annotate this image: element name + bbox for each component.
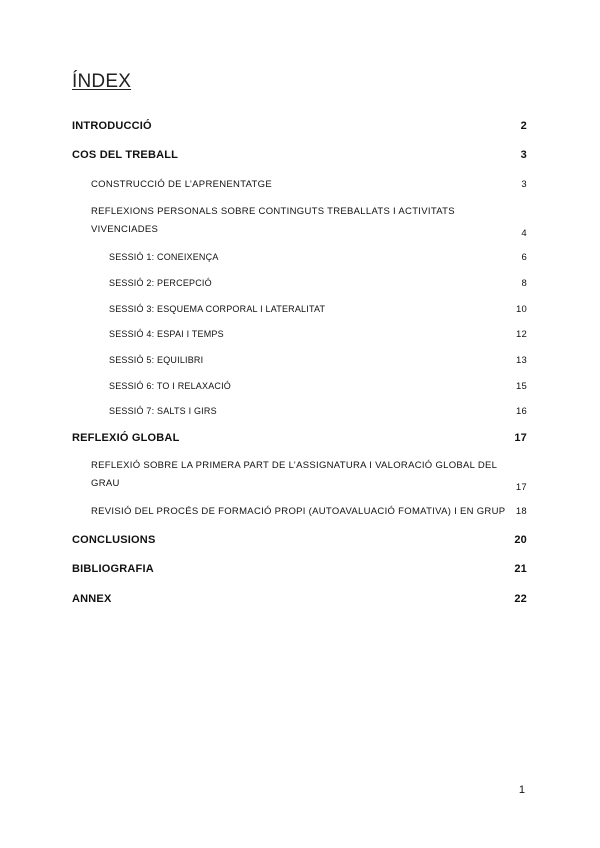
page-number: 1	[518, 784, 525, 796]
toc-entry-bibliografia[interactable]	[72, 563, 527, 575]
toc-entry-page: 2	[520, 120, 527, 132]
toc-entry-label: REFLEXIONS PERSONALS SOBRE CONTINGUTS TREBALLATS I ACTIVITATS VIVENCIADES	[91, 206, 455, 235]
toc-entry-cos-del-treball[interactable]	[72, 149, 527, 161]
toc-entry-label: SESSIÓ 4: ESPAI I TEMPS	[109, 329, 224, 339]
toc-entry-page: 15	[516, 381, 527, 392]
toc-entry-page: 20	[514, 534, 527, 546]
toc-entry-label: ANNEX	[72, 593, 112, 605]
toc-entry-page: 22	[514, 593, 527, 605]
toc-entry-sessio-2[interactable]	[109, 278, 527, 288]
toc-entry-page: 3	[520, 149, 527, 161]
toc-entry-label: REFLEXIÓ SOBRE LA PRIMERA PART DE L’ASSIGNATURA I VALORACIÓ GLOBAL DEL GRAU	[91, 460, 497, 489]
toc-entry-page: 17	[515, 482, 527, 493]
toc-entry-page: 18	[515, 506, 527, 517]
toc-entry-label: BIBLIOGRAFIA	[72, 563, 154, 575]
toc-entry-page: 12	[516, 329, 527, 340]
toc-entry-label: COS DEL TREBALL	[72, 149, 179, 161]
toc-entry-reflexio-global[interactable]	[72, 432, 527, 444]
toc-entry-page: 10	[516, 304, 527, 315]
toc-entry-page: 3	[521, 179, 527, 190]
toc-entry-sessio-1[interactable]	[109, 252, 527, 262]
toc-entry-label: SESSIÓ 7: SALTS I GIRS	[109, 406, 217, 416]
toc-entry-label: REVISIÓ DEL PROCÉS DE FORMACIÓ PROPI (AUTOAVALUACIÓ FOMATIVA) I EN GRUP	[91, 506, 506, 517]
toc-entry-label: INTRODUCCIÓ	[72, 120, 152, 132]
toc-entry-sessio-3[interactable]	[109, 304, 527, 314]
toc-entry-page: 8	[521, 278, 527, 289]
toc-entry-label: SESSIÓ 3: ESQUEMA CORPORAL I LATERALITAT	[109, 304, 326, 314]
toc-entry-introduccio[interactable]	[72, 120, 527, 132]
toc-entry-label: SESSIÓ 1: CONEIXENÇA	[109, 252, 219, 262]
toc-entry-label: CONCLUSIONS	[72, 534, 156, 546]
toc-entry-page: 13	[516, 355, 527, 366]
toc-entry-sessio-5[interactable]	[109, 355, 527, 365]
page-title: ÍNDEX	[72, 71, 132, 92]
toc-entry-label: REFLEXIÓ GLOBAL	[72, 432, 180, 444]
toc-entry-annex[interactable]	[72, 593, 527, 605]
toc-entry-page: 6	[521, 252, 527, 263]
toc-entry-label: SESSIÓ 6: TO I RELAXACIÓ	[109, 381, 232, 391]
toc-entry-page: 16	[516, 406, 527, 417]
toc-entry-conclusions[interactable]	[72, 534, 527, 546]
toc-entry-label: SESSIÓ 2: PERCEPCIÓ	[109, 278, 212, 288]
toc-entry-sessio-4[interactable]	[109, 329, 527, 339]
toc-entry-reflexio-primera-part[interactable]	[91, 457, 527, 493]
toc-entry-label: SESSIÓ 5: EQUILIBRI	[109, 355, 204, 365]
toc-entry-reflexions-personals[interactable]	[91, 203, 527, 239]
toc-entry-page: 17	[514, 432, 527, 444]
toc-entry-label: CONSTRUCCIÓ DE L’APRENENTATGE	[91, 179, 272, 190]
toc-entry-sessio-6[interactable]	[109, 381, 527, 391]
toc-entry-sessio-7[interactable]	[109, 406, 527, 416]
toc-entry-revisio-proces[interactable]	[91, 506, 527, 517]
toc-entry-page: 4	[521, 228, 527, 239]
toc-entry-page: 21	[514, 563, 527, 575]
toc-entry-construccio[interactable]	[91, 179, 527, 190]
